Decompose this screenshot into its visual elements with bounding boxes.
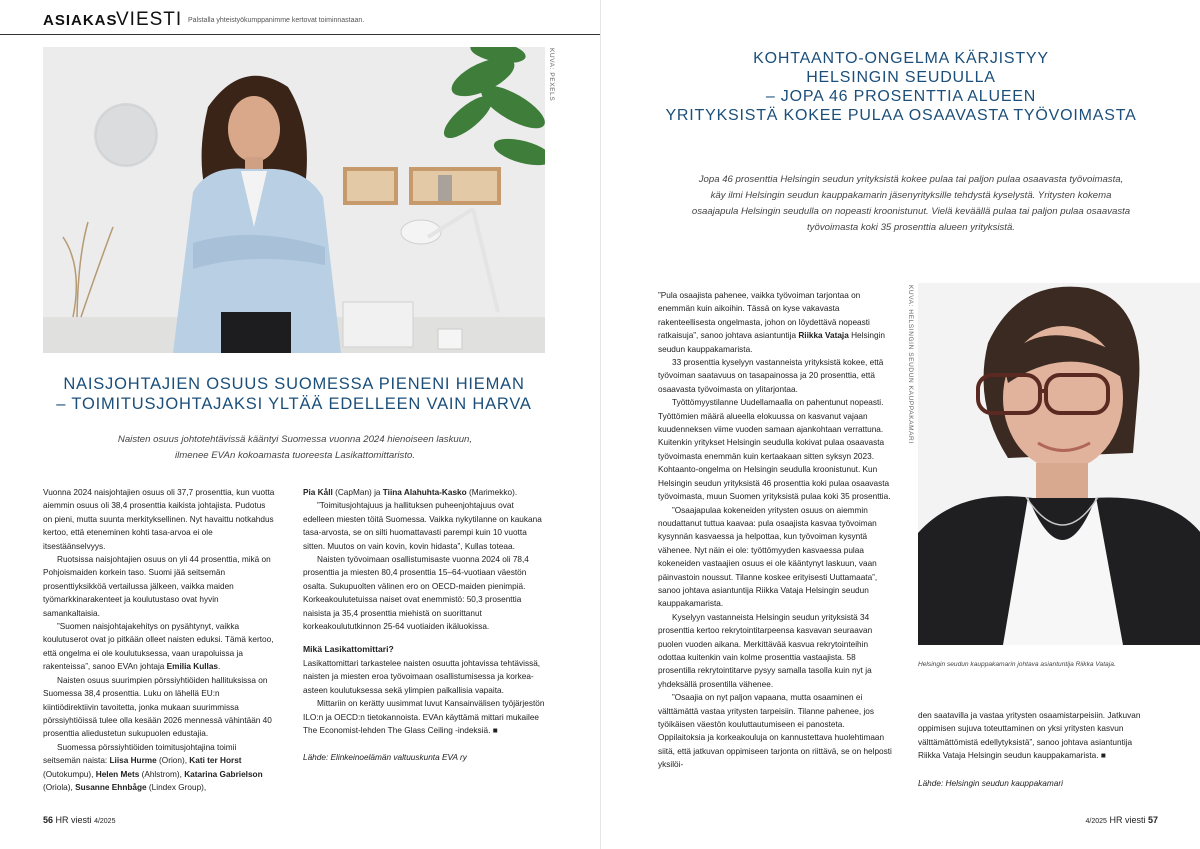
- paragraph: Vuonna 2024 naisjohtajien osuus oli 37,7 prosenttia, kun vuotta aiemmin osuus oli 38,4 prosenttia kaikista johtajista. Pudotus on pieni, mutta suunta merkityksellinen. Nyt havaittu notkahdus kertoo, että eteneminen kohti tasa-arvoa ei ole itsestäänselvyys.: [43, 488, 275, 551]
- left-article-heading: [43, 374, 545, 414]
- person-name: Emilia Kullas: [166, 662, 219, 672]
- portrait-caption: Helsingin seudun kauppakamarin johtava asiantuntija Riikka Vataja.: [918, 660, 1116, 668]
- paragraph: Naisten osuus suurimpien pörssiyhtiöiden hallituksissa on Suomessa 38,4 prosenttia. Luku on lähellä EU:n kiintiödirektiivin tavoitetta, jonka mukaan suurimmissa pörssiyhtiöissä tulee olla kesään 2026 mennessä vähintään 40 prosenttia aliedustetun sukupuolen edustajia.: [43, 675, 272, 739]
- section-subtitle: Palstalla yhteistyökumppanimme kertovat toiminnastaan.: [188, 17, 365, 24]
- businesswoman-illustration: [43, 47, 545, 353]
- right-page: [600, 0, 1200, 849]
- person-name: Liisa Hurme: [109, 756, 157, 766]
- paragraph: Työttömyystilanne Uudellamaalla on pahentunut nopeasti. Työttömien määrä alueella elokuussa on kasvanut vajaan kuudenneksen viime vuoden samaan ajankohtaan verrattuna. Kuitenkin yritykset Helsingin seudulla kokivat pulaa osaavasta työvoimasta enemmän kuin kertaakaan sitten syksyn 2023. Kohtaanto-ongelma on Helsingin seudulla kroonistunut. Kun Helsingin seudun yrityksistä 46 prosenttia koki pulaa osaavasta työvoimasta, muun Suomen yrityksistä pulaa koki 35 prosenttia.: [658, 398, 891, 502]
- paragraph: 33 prosenttia kyselyyn vastanneista yrityksistä kokee, että työvoiman saatavuus on tasapainossa ja 20 prosenttia, että osaavasta työvoimasta on ylitarjontaa.: [658, 358, 884, 394]
- photo-credit-left: KUVA: PEXELS: [548, 48, 555, 102]
- source-note: Lähde: Elinkeinoelämän valtuuskunta EVA ry: [303, 753, 467, 763]
- person-name: Kati ter Horst: [189, 756, 242, 766]
- subheading: Mikä Lasikattomittari?: [303, 644, 394, 655]
- person-name: Helen Mets: [95, 769, 140, 779]
- person-name: Pia Kåll: [303, 488, 333, 497]
- paragraph: Suomessa pörssiyhtiöiden toimitusjohtajina toimii seitsemän naista: Liisa Hurme (Orion), Kati ter Horst (Outokumpu), Helen Mets (Ahlstrom), Katarina Gabrielson (Oriola), Susanne Ehnbåge (Lindex Group),: [43, 742, 263, 792]
- section-label-asiakas: ASIAKAS: [43, 12, 118, 29]
- portrait-photo: [918, 283, 1200, 645]
- paragraph: ”Osaajapulaa kokeneiden yritysten osuus on aiemmin noudattanut tuttua kaavaa: pula osaajista kasvaa työvoiman kysynnän kasvaessa ja helpottaa, kun työvoiman kysyntä vähenee. Nyt näin ei ole: työttömyyden kasvaessa pulaa kokeneiden vastaajien osuus ei ole kääntynyt laskuun, vaan päinvastoin noussut. Tilanne koskee erityisesti Uuttamaata”, sanoo johtava asiantuntija Riikka Vataja Helsingin seudun kauppakamarista.: [658, 505, 878, 609]
- paragraph: Naisten työvoimaan osallistumisaste vuonna 2024 oli 78,4 prosenttia ja miesten 80,4 prosenttia 15–64-vuotiaan väestön osalta. Sukupuolten välinen ero on OECD-maiden pienimpiä. Korkeakoulutetuissa naiset ovat enemmistö: 50,3 prosenttia naisista ja 35,4 prosenttia miehistä on suorittanut korkeakoulututkinnon 25-64 vuotiaiden ikäluokissa.: [303, 555, 529, 632]
- magazine-name: HR viesti: [1109, 815, 1146, 825]
- section-header: [0, 0, 600, 35]
- paragraph: ”Toimitusjohtajuus ja hallituksen puheenjohtajuus ovat edelleen miesten töitä Suomessa. Vaikka nykytilanne on kaukana tasa-arvosta, se on silti huomattavasti parempi kuin 10 vuotta sitten. Muutos on vain kovin, kovin hidasta”, Kullas toteaa.: [303, 501, 542, 551]
- source-note: Lähde: Helsingin seudun kauppakamari: [918, 778, 1063, 788]
- right-article-heading: [636, 49, 1166, 125]
- paragraph: Ruotsissa naisjohtajien osuus on yli 44 prosenttia, mikä on Pohjoismaiden korkein taso. Suomi jää seitsemän prosenttiyksikköä vertailussa jälkeen, vaikka maiden työmarkkinarakenteet ja koulutustaso ovat hyvin samankaltaisia.: [43, 555, 271, 618]
- left-article-lead: Naisten osuus johtotehtävissä kääntyi Suomessa vuonna 2024 hienoiseen laskuun, ilmenee EVAn kokoamasta tuoreesta Lasikattomittaristo.: [117, 434, 473, 461]
- page-number: 56: [43, 815, 54, 825]
- paragraph: Lasikattomittari tarkastelee naisten osuutta johtavissa tehtävissä, naisten ja miesten eroa työvoimaan osallistumisessa ja korkea-asteen koulutuksessa sekä ylimpien palkallisia vapaita.: [303, 658, 541, 695]
- paragraph: Mittariin on kerätty uusimmat luvut Kansainvälisen työjärjestön ILO:n ja OECD:n tietokannoista. EVAn käyttämä mittari mukailee The Economist-lehden The Glass Ceiling -indeksiä. ■: [303, 699, 545, 735]
- person-name: Susanne Ehnbåge: [75, 782, 147, 792]
- page-folio-right: [1086, 815, 1158, 825]
- paragraph: den saatavilla ja vastaa yritysten osaamistarpeisiin. Jatkuvan oppimisen sujuva toteuttaminen on yksi yritysten kasvun välttämättömistä edellytyksistä”, sanoo johtava asiantuntija Riikka Vataja Helsingin seudun kauppakamarista. ■: [918, 711, 1141, 761]
- photo-credit-right: KUVA: HELSINGIN SEUDUN KAUPPAKAMARI: [907, 285, 914, 444]
- issue-number: 4/2025: [94, 818, 116, 825]
- paragraph: Kyselyyn vastanneista Helsingin seudun yrityksistä 34 prosenttia kertoo rekrytointitarpeensa kasvavan seuraavan puolen vuoden aikana. Merkittävää kasvua rekrytointeihin odottaa kuitenkin vain kolme prosenttia vastaajista. 58 prosentilla rekrytointitarve pysyy samalla tasolla kuin nyt ja yhdeksällä prosentilla vähenee.: [658, 612, 873, 689]
- page-number: 57: [1147, 815, 1158, 825]
- portrait-illustration: [918, 283, 1200, 645]
- businesswoman-photo: [43, 47, 545, 353]
- left-heading-line-1: NAISJOHTAJIEN OSUUS SUOMESSA PIENENI HIEMAN: [63, 375, 525, 393]
- page-folio-left: [43, 815, 115, 825]
- right-body-column-2: [918, 709, 1148, 790]
- person-name: Katarina Gabrielson: [184, 769, 263, 779]
- magazine-name: HR viesti: [55, 815, 92, 825]
- right-heading-line-1: KOHTAANTO-ONGELMA KÄRJISTYY: [753, 50, 1049, 67]
- right-heading-line-4: YRITYKSISTÄ KOKEE PULAA OSAAVASTA TYÖVOIMASTA: [665, 107, 1137, 124]
- section-label-viesti: VIESTI: [116, 9, 183, 30]
- paragraph: ”Osaajia on nyt paljon vapaana, mutta osaaminen ei välttämättä vastaa yritysten tarpeisiin. Tilanne pahenee, jos työikäisen väestön kouluttautumiseen ei panosteta. Oppilaitoksia ja korkeakouluja on kannustettava huolehtimaan siitä, että jatkuvan oppimiseen tarjonta on riittävä, se on helposti yksilöi-: [658, 693, 892, 770]
- right-body-column-1: [658, 289, 892, 772]
- left-body-column-2: [303, 486, 545, 765]
- right-heading-line-2: HELSINGIN SEUDULLA: [806, 69, 996, 86]
- paragraph: Pia Kåll (CapMan) ja Tiina Alahuhta-Kasko (Marimekko).: [303, 488, 518, 497]
- right-heading-line-3: – JOPA 46 PROSENTTIA ALUEEN: [765, 88, 1037, 105]
- paragraph: ”Suomen naisjohtajakehitys on pysähtynyt, vaikka koulutuserot ovat jo pitkään olleet naisten eduksi. Tämä kertoo, että ongelma ei ole koulutuksessa, vaan urapoluissa ja rakenteissa”, sanoo EVAn johtaja Emilia Kullas.: [43, 622, 274, 672]
- left-heading-line-2: – TOIMITUSJOHTAJAKSI YLTÄÄ EDELLEEN VAIN HARVA: [56, 395, 532, 413]
- left-body-column-1: [43, 486, 275, 794]
- issue-number: 4/2025: [1085, 818, 1107, 825]
- person-name: Tiina Alahuhta-Kasko: [382, 488, 467, 497]
- right-article-lead: Jopa 46 prosenttia Helsingin seudun yrityksistä kokee pulaa tai paljon pulaa osaavasta työvoimasta, käy ilmi Helsingin seudun kauppakamarin jäsenyrityksille tehdystä kyselystä. Yritysten kokema osaajapula Helsingin seudulla on nopeasti kroonistunut. Vielä keväällä pulaa tai paljon pulaa osaavasta työvoimasta koki 35 prosenttia alueen yrityksistä.: [691, 174, 1131, 233]
- person-name: Riikka Vataja: [798, 331, 849, 341]
- paragraph: ”Pula osaajista pahenee, vaikka työvoiman tarjontaa on enemmän kuin aikoihin. Tässä on kyse vakavasta rakenteellisesta ongelmasta, johon on löydettävä nopeasti ratkaisuja”, sanoo johtava asiantuntija Riikka Vataja Helsingin seudun kauppakamarista.: [658, 291, 886, 354]
